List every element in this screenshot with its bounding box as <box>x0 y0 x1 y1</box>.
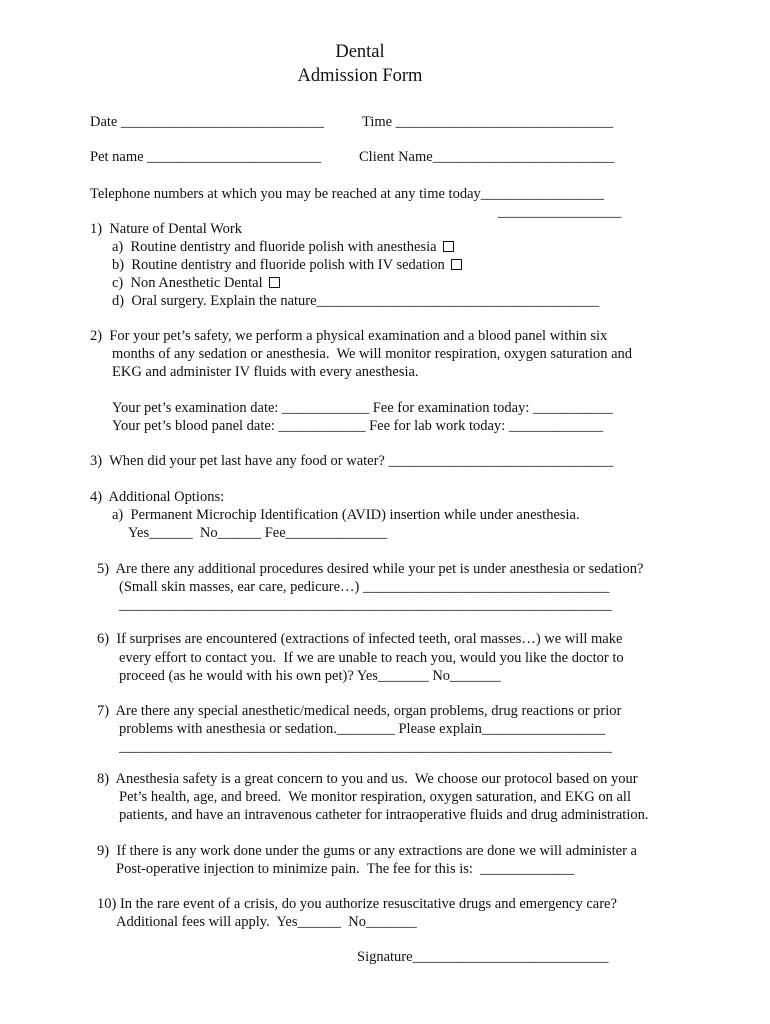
section-6-line-2: every effort to contact you. If we are unable to reach you, would you like the doctor to <box>119 650 624 666</box>
time-field[interactable]: Time ______________________________ <box>362 114 614 130</box>
option-label: b) Routine dentistry and fluoride polish with IV sedation <box>112 257 445 273</box>
form-subtitle: Admission Form <box>297 66 423 86</box>
special-needs-field-second[interactable]: ____________________________________________________________________ <box>119 739 612 755</box>
blood-panel-date-fee-field[interactable]: Your pet’s blood panel date: ____________ Fee for lab work today: _____________ <box>112 418 604 434</box>
section-8-line-2: Pet’s health, age, and breed. We monitor respiration, oxygen saturation, and EKG on all <box>119 789 631 805</box>
date-field[interactable]: Date ____________________________ <box>90 114 324 130</box>
option-label: c) Non Anesthetic Dental <box>112 275 263 291</box>
section-7-line-1: 7) Are there any special anesthetic/medical needs, organ problems, drug reactions or prior <box>97 703 622 719</box>
section-2-line-1: 2) For your pet’s safety, we perform a physical examination and a blood panel within six <box>90 328 608 344</box>
checkbox-icon[interactable] <box>443 241 454 252</box>
option-label: a) Routine dentistry and fluoride polish with anesthesia <box>112 239 437 255</box>
section-2-line-3: EKG and administer IV fluids with every anesthesia. <box>112 364 419 380</box>
telephone-field[interactable]: Telephone numbers at which you may be reached at any time today_________________ <box>90 186 604 202</box>
oral-surgery-field[interactable]: d) Oral surgery. Explain the nature_______________________________________ <box>112 293 600 309</box>
section-8-line-3: patients, and have an intravenous catheter for intraoperative fluids and drug administration. <box>119 807 649 823</box>
client-name-field[interactable]: Client Name_________________________ <box>359 149 614 165</box>
section-9-line-1: 9) If there is any work done under the gums or any extractions are done we will administer a <box>97 843 637 859</box>
section-10-line-1: 10) In the rare event of a crisis, do you authorize resuscitative drugs and emergency care? <box>97 896 617 912</box>
resuscitation-yes-no-field[interactable]: Additional fees will apply. Yes______ No_______ <box>116 914 417 930</box>
pet-name-field[interactable]: Pet name ________________________ <box>90 149 322 165</box>
additional-procedures-field-second[interactable]: ____________________________________________________________________ <box>119 597 612 613</box>
checkbox-icon[interactable] <box>269 277 280 288</box>
special-needs-field[interactable]: problems with anesthesia or sedation.________ Please explain_________________ <box>119 721 606 737</box>
section-5-line-1: 5) Are there any additional procedures desired while your pet is under anesthesia or sedation? <box>97 561 644 577</box>
checkbox-icon[interactable] <box>451 259 462 270</box>
section-4-heading: 4) Additional Options: <box>90 489 225 505</box>
exam-date-fee-field[interactable]: Your pet’s examination date: ____________ Fee for examination today: ___________ <box>112 400 613 416</box>
additional-procedures-field[interactable]: (Small skin masses, ear care, pedicure…) __________________________________ <box>119 579 610 595</box>
option-routine-anesthesia[interactable] <box>112 239 454 257</box>
telephone-field-second[interactable]: _________________ <box>498 204 622 220</box>
microchip-option: a) Permanent Microchip Identification (AVID) insertion while under anesthesia. <box>112 507 580 523</box>
section-1-heading: 1) Nature of Dental Work <box>90 221 242 237</box>
section-2-line-2: months of any sedation or anesthesia. We will monitor respiration, oxygen saturation and <box>112 346 633 362</box>
form-title: Dental <box>335 42 385 62</box>
signature-field[interactable]: Signature___________________________ <box>357 949 609 965</box>
post-op-injection-fee-field[interactable]: Post-operative injection to minimize pain. The fee for this is: _____________ <box>116 861 575 877</box>
option-routine-iv-sedation[interactable] <box>112 257 462 275</box>
option-non-anesthetic[interactable] <box>112 275 280 293</box>
section-6-line-1: 6) If surprises are encountered (extractions of infected teeth, oral masses…) we will make <box>97 631 623 647</box>
microchip-yes-no-fee-field[interactable]: Yes______ No______ Fee______________ <box>128 525 388 541</box>
proceed-yes-no-field[interactable]: proceed (as he would with his own pet)? Yes_______ No_______ <box>119 668 501 684</box>
section-8-line-1: 8) Anesthesia safety is a great concern to you and us. We choose our protocol based on your <box>97 771 638 787</box>
last-food-water-field[interactable]: 3) When did your pet last have any food or water? _______________________________ <box>90 453 614 469</box>
